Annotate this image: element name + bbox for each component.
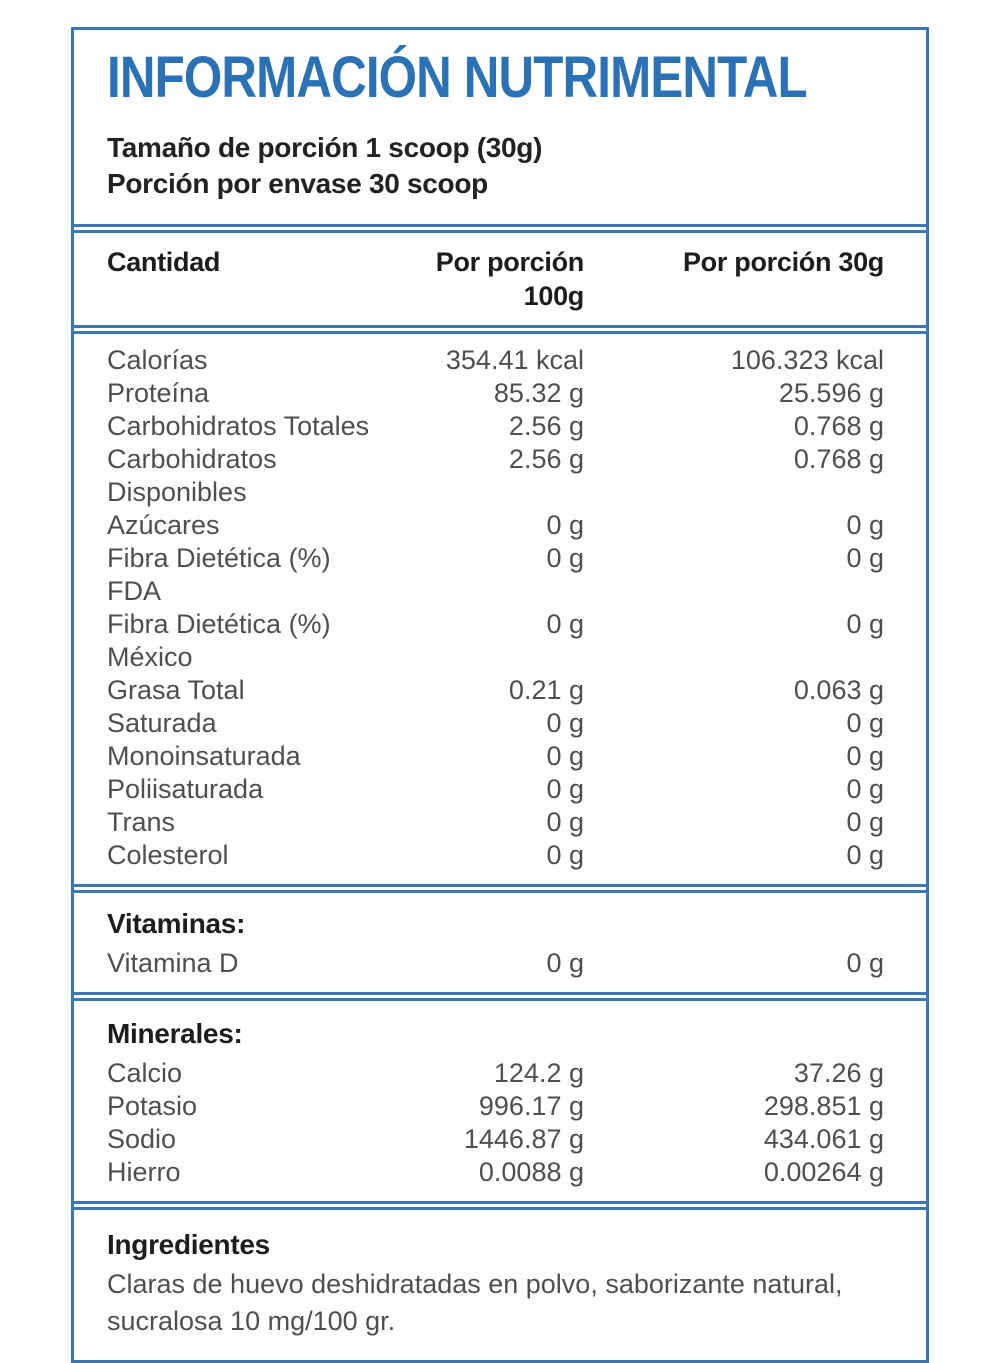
- nutrient-name: Saturada: [107, 708, 217, 738]
- value-per-100g: 2.56 g: [508, 411, 584, 441]
- nutrient-name: Vitamina D: [107, 948, 239, 978]
- column-per-30g-label: Por porción 30g: [682, 247, 884, 277]
- value-per-100g: 0 g: [546, 609, 584, 639]
- nutrient-name: Calcio: [107, 1058, 183, 1088]
- ingredients-section: [74, 1207, 926, 1363]
- minerals-rows: [107, 1057, 884, 1189]
- nutrient-name: Proteína: [107, 378, 210, 408]
- value-per-100g: 1446.87 g: [463, 1124, 584, 1154]
- table-row: [107, 740, 884, 773]
- value-per-30g: 0.063 g: [793, 675, 884, 705]
- table-row: [107, 344, 884, 377]
- ingredients-heading: Ingredientes: [107, 1229, 270, 1260]
- minerals-section: [74, 998, 926, 1204]
- table-row: [107, 377, 884, 410]
- value-per-100g: 0 g: [546, 807, 584, 837]
- table-row: [107, 608, 884, 674]
- value-per-30g: 0 g: [846, 708, 884, 738]
- nutrient-name: Fibra Dietética (%) México: [107, 609, 331, 672]
- value-per-100g: 0 g: [546, 774, 584, 804]
- column-header-section: [74, 230, 926, 328]
- nutrient-name: Potasio: [107, 1091, 198, 1121]
- nutrient-name: Trans: [107, 807, 176, 837]
- value-per-100g: 0.21 g: [508, 675, 584, 705]
- ingredients-text: Claras de huevo deshidratadas en polvo, saborizante natural, sucralosa 10 mg/100 gr.: [107, 1269, 843, 1336]
- minerals-heading: Minerales:: [107, 1018, 243, 1049]
- value-per-100g: 0 g: [546, 840, 584, 870]
- value-per-100g: 354.41 kcal: [445, 345, 584, 375]
- value-per-100g: 0 g: [546, 543, 584, 573]
- value-per-30g: 0 g: [846, 510, 884, 540]
- table-row: [107, 509, 884, 542]
- value-per-100g: 0.0088 g: [478, 1157, 584, 1187]
- value-per-100g: 124.2 g: [493, 1058, 584, 1088]
- table-row: [107, 806, 884, 839]
- label-header-section: [74, 27, 926, 227]
- nutrient-name: Carbohidratos Totales: [107, 411, 370, 441]
- value-per-100g: 0 g: [546, 510, 584, 540]
- value-per-30g: 0 g: [846, 609, 884, 639]
- value-per-30g: 0.768 g: [793, 444, 884, 474]
- nutrient-name: Monoinsaturada: [107, 741, 301, 771]
- table-row: [107, 773, 884, 806]
- nutrient-name: Poliisaturada: [107, 774, 264, 804]
- value-per-30g: 0 g: [846, 774, 884, 804]
- table-row: [107, 410, 884, 443]
- table-row: [107, 542, 884, 608]
- table-row: [107, 1123, 884, 1156]
- vitamins-heading: Vitaminas:: [107, 908, 246, 939]
- label-title: INFORMACIÓN NUTRIMENTAL: [107, 45, 807, 110]
- nutrition-label: [71, 27, 929, 1363]
- nutrient-name: Carbohidratos Disponibles: [107, 444, 277, 507]
- nutrient-name: Fibra Dietética (%) FDA: [107, 543, 331, 606]
- servings-per-container-line: Porción por envase 30 scoop: [107, 168, 488, 199]
- nutrient-name: Calorías: [107, 345, 208, 375]
- vitamins-section: [74, 890, 926, 995]
- value-per-100g: 85.32 g: [493, 378, 584, 408]
- value-per-30g: 298.851 g: [763, 1091, 884, 1121]
- value-per-30g: 0 g: [846, 840, 884, 870]
- value-per-30g: 37.26 g: [793, 1058, 884, 1088]
- serving-size-line: Tamaño de porción 1 scoop (30g): [107, 132, 543, 163]
- value-per-30g: 0.768 g: [793, 411, 884, 441]
- table-row: [107, 947, 884, 980]
- vitamins-rows: [107, 947, 884, 980]
- value-per-100g: 2.56 g: [508, 444, 584, 474]
- value-per-30g: 0 g: [846, 948, 884, 978]
- value-per-30g: 106.323 kcal: [730, 345, 884, 375]
- value-per-30g: 0.00264 g: [763, 1157, 884, 1187]
- table-row: [107, 1156, 884, 1189]
- nutrient-name: Hierro: [107, 1157, 181, 1187]
- table-row: [107, 674, 884, 707]
- table-row: [107, 1090, 884, 1123]
- value-per-100g: 996.17 g: [478, 1091, 584, 1121]
- nutrient-name: Sodio: [107, 1124, 177, 1154]
- table-row: [107, 443, 884, 509]
- value-per-100g: 0 g: [546, 708, 584, 738]
- value-per-100g: 0 g: [546, 948, 584, 978]
- value-per-30g: 25.596 g: [778, 378, 884, 408]
- column-header-row: [107, 245, 884, 313]
- value-per-100g: 0 g: [546, 741, 584, 771]
- value-per-30g: 0 g: [846, 741, 884, 771]
- table-row: [107, 1057, 884, 1090]
- value-per-30g: 434.061 g: [763, 1124, 884, 1154]
- table-row: [107, 839, 884, 872]
- nutrient-name: Grasa Total: [107, 675, 245, 705]
- value-per-30g: 0 g: [846, 543, 884, 573]
- table-row: [107, 707, 884, 740]
- nutrients-section: [74, 331, 926, 887]
- nutrient-name: Azúcares: [107, 510, 220, 540]
- nutrient-name: Colesterol: [107, 840, 229, 870]
- value-per-30g: 0 g: [846, 807, 884, 837]
- column-per-100g-label: Por porción 100g: [435, 247, 584, 311]
- column-quantity-label: Cantidad: [107, 247, 221, 277]
